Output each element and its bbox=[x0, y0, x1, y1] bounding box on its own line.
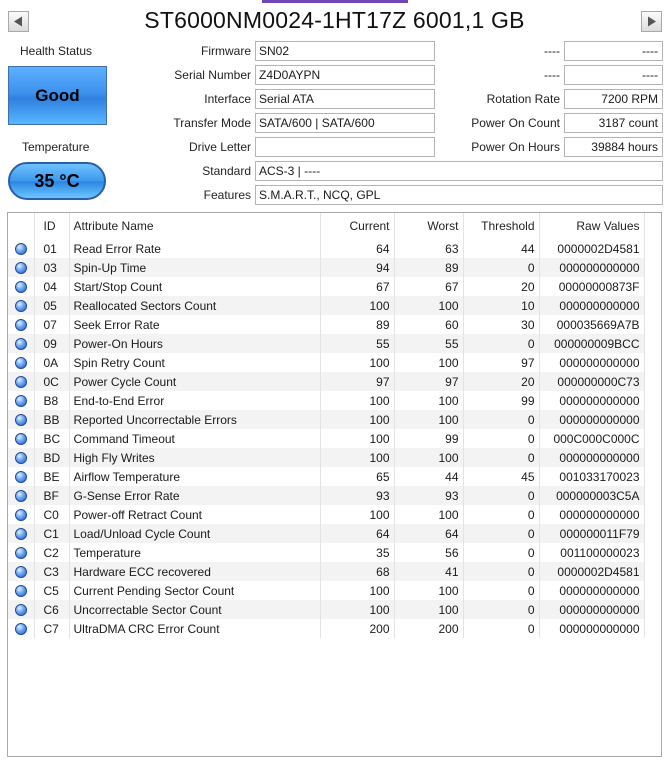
worst-value: 97 bbox=[394, 372, 463, 391]
worst-value: 100 bbox=[394, 600, 463, 619]
worst-value: 64 bbox=[394, 524, 463, 543]
current-value: 35 bbox=[320, 543, 394, 562]
threshold-value: 0 bbox=[463, 448, 539, 467]
status-dot-icon bbox=[15, 528, 27, 540]
current-value: 94 bbox=[320, 258, 394, 277]
threshold-value: 20 bbox=[463, 277, 539, 296]
temperature-label: Temperature bbox=[22, 140, 90, 154]
status-dot-icon bbox=[15, 357, 27, 369]
status-cell bbox=[8, 619, 34, 638]
id-column-header[interactable]: ID bbox=[34, 213, 69, 239]
threshold-value: 45 bbox=[463, 467, 539, 486]
attribute-id: BD bbox=[34, 448, 69, 467]
status-cell bbox=[8, 410, 34, 429]
worst-value: 60 bbox=[394, 315, 463, 334]
attribute-name: Load/Unload Cycle Count bbox=[69, 524, 320, 543]
attribute-name: Spin Retry Count bbox=[69, 353, 320, 372]
threshold-value: 0 bbox=[463, 600, 539, 619]
status-column-header[interactable] bbox=[8, 213, 34, 239]
worst-value: 41 bbox=[394, 562, 463, 581]
disk-title: ST6000NM0024-1HT17Z 6001,1 GB bbox=[144, 7, 525, 33]
status-cell bbox=[8, 239, 34, 258]
current-value: 100 bbox=[320, 410, 394, 429]
status-cell bbox=[8, 600, 34, 619]
current-value: 100 bbox=[320, 353, 394, 372]
status-cell bbox=[8, 334, 34, 353]
power-on-hours-label: Power On Hours bbox=[471, 140, 560, 154]
table-row[interactable] bbox=[8, 391, 644, 410]
attribute-name: Airflow Temperature bbox=[69, 467, 320, 486]
status-dot-icon bbox=[15, 452, 27, 464]
status-dot-icon bbox=[15, 471, 27, 483]
threshold-value: 0 bbox=[463, 410, 539, 429]
attribute-name: Start/Stop Count bbox=[69, 277, 320, 296]
status-dot-icon bbox=[15, 243, 27, 255]
current-column-header[interactable]: Current bbox=[320, 213, 394, 239]
current-value: 100 bbox=[320, 505, 394, 524]
worst-value: 100 bbox=[394, 410, 463, 429]
rotation-rate-label: Rotation Rate bbox=[486, 92, 560, 106]
transfer-mode-field: SATA/600 | SATA/600 bbox=[255, 113, 435, 133]
attribute-name: High Fly Writes bbox=[69, 448, 320, 467]
raw-value: 000000009BCC bbox=[539, 334, 644, 353]
current-value: 200 bbox=[320, 619, 394, 638]
status-cell bbox=[8, 296, 34, 315]
raw-value: 000000000000 bbox=[539, 258, 644, 277]
attribute-id: 04 bbox=[34, 277, 69, 296]
temperature-button[interactable]: 35 °C bbox=[8, 162, 106, 200]
attribute-name: UltraDMA CRC Error Count bbox=[69, 619, 320, 638]
raw-value: 000000000000 bbox=[539, 448, 644, 467]
table-row[interactable] bbox=[8, 562, 644, 581]
status-cell bbox=[8, 353, 34, 372]
table-row[interactable] bbox=[8, 239, 644, 258]
status-cell bbox=[8, 562, 34, 581]
current-value: 100 bbox=[320, 296, 394, 315]
current-value: 55 bbox=[320, 334, 394, 353]
attribute-id: 01 bbox=[34, 239, 69, 258]
threshold-value: 0 bbox=[463, 258, 539, 277]
table-row[interactable] bbox=[8, 486, 644, 505]
status-cell bbox=[8, 429, 34, 448]
attribute-name: Current Pending Sector Count bbox=[69, 581, 320, 600]
raw-value: 00000000873F bbox=[539, 277, 644, 296]
threshold-value: 0 bbox=[463, 619, 539, 638]
features-label: Features bbox=[203, 188, 251, 202]
worst-value: 56 bbox=[394, 543, 463, 562]
serial-number-label: Serial Number bbox=[174, 68, 251, 82]
status-cell bbox=[8, 448, 34, 467]
table-row[interactable] bbox=[8, 448, 644, 467]
unused-field-2: ---- bbox=[564, 65, 663, 85]
attribute-id: C0 bbox=[34, 505, 69, 524]
raw-value: 000000000000 bbox=[539, 353, 644, 372]
table-row[interactable] bbox=[8, 619, 644, 638]
status-cell bbox=[8, 486, 34, 505]
status-cell bbox=[8, 524, 34, 543]
unused-field-1: ---- bbox=[564, 41, 663, 61]
status-dot-icon bbox=[15, 509, 27, 521]
status-dot-icon bbox=[15, 300, 27, 312]
attribute-name: Power Cycle Count bbox=[69, 372, 320, 391]
power-on-hours-field: 39884 hours bbox=[564, 137, 663, 157]
status-cell bbox=[8, 581, 34, 600]
table-row[interactable] bbox=[8, 429, 644, 448]
attribute-id: C3 bbox=[34, 562, 69, 581]
current-value: 100 bbox=[320, 581, 394, 600]
features-field: S.M.A.R.T., NCQ, GPL bbox=[255, 185, 663, 205]
attribute-name: G-Sense Error Rate bbox=[69, 486, 320, 505]
raw-value: 0000002D4581 bbox=[539, 562, 644, 581]
status-cell bbox=[8, 277, 34, 296]
transfer-mode-label: Transfer Mode bbox=[173, 116, 251, 130]
worst-value: 63 bbox=[394, 239, 463, 258]
attribute-name: Power-off Retract Count bbox=[69, 505, 320, 524]
current-value: 64 bbox=[320, 239, 394, 258]
attribute-name: Uncorrectable Sector Count bbox=[69, 600, 320, 619]
current-value: 64 bbox=[320, 524, 394, 543]
attribute-id: C7 bbox=[34, 619, 69, 638]
power-on-count-label: Power On Count bbox=[471, 116, 560, 130]
threshold-value: 20 bbox=[463, 372, 539, 391]
interface-label: Interface bbox=[204, 92, 251, 106]
table-row[interactable] bbox=[8, 315, 644, 334]
current-value: 67 bbox=[320, 277, 394, 296]
status-cell bbox=[8, 543, 34, 562]
current-value: 89 bbox=[320, 315, 394, 334]
worst-value: 93 bbox=[394, 486, 463, 505]
attribute-id: C2 bbox=[34, 543, 69, 562]
attribute-id: 07 bbox=[34, 315, 69, 334]
worst-value: 67 bbox=[394, 277, 463, 296]
power-on-count-field: 3187 count bbox=[564, 113, 663, 133]
threshold-value: 97 bbox=[463, 353, 539, 372]
smart-attributes-table[interactable] bbox=[7, 212, 662, 757]
status-dot-icon bbox=[15, 319, 27, 331]
worst-value: 200 bbox=[394, 619, 463, 638]
table-row[interactable] bbox=[8, 467, 644, 486]
table-row[interactable] bbox=[8, 258, 644, 277]
status-dot-icon bbox=[15, 281, 27, 293]
raw-values-column-header[interactable]: Raw Values bbox=[539, 213, 644, 239]
table-row[interactable] bbox=[8, 524, 644, 543]
raw-value: 000000000000 bbox=[539, 619, 644, 638]
current-value: 97 bbox=[320, 372, 394, 391]
firmware-field: SN02 bbox=[255, 41, 435, 61]
attribute-id: C5 bbox=[34, 581, 69, 600]
current-value: 100 bbox=[320, 429, 394, 448]
raw-value: 000C000C000C bbox=[539, 429, 644, 448]
status-dot-icon bbox=[15, 395, 27, 407]
drive-letter-field bbox=[255, 137, 435, 157]
firmware-label: Firmware bbox=[201, 44, 251, 58]
attribute-name: Reallocated Sectors Count bbox=[69, 296, 320, 315]
raw-value: 000035669A7B bbox=[539, 315, 644, 334]
worst-value: 89 bbox=[394, 258, 463, 277]
status-cell bbox=[8, 505, 34, 524]
current-value: 68 bbox=[320, 562, 394, 581]
attribute-id: BE bbox=[34, 467, 69, 486]
status-dot-icon bbox=[15, 414, 27, 426]
attribute-name: Hardware ECC recovered bbox=[69, 562, 320, 581]
raw-value: 000000000000 bbox=[539, 505, 644, 524]
status-cell bbox=[8, 315, 34, 334]
current-value: 100 bbox=[320, 600, 394, 619]
table-row[interactable] bbox=[8, 505, 644, 524]
status-dot-icon bbox=[15, 376, 27, 388]
status-dot-icon bbox=[15, 490, 27, 502]
threshold-value: 0 bbox=[463, 524, 539, 543]
threshold-value: 0 bbox=[463, 334, 539, 353]
attribute-name: Seek Error Rate bbox=[69, 315, 320, 334]
worst-value: 100 bbox=[394, 296, 463, 315]
raw-value: 000000000000 bbox=[539, 391, 644, 410]
attribute-id: 09 bbox=[34, 334, 69, 353]
table-row[interactable] bbox=[8, 353, 644, 372]
threshold-value: 0 bbox=[463, 505, 539, 524]
threshold-value: 0 bbox=[463, 429, 539, 448]
interface-field: Serial ATA bbox=[255, 89, 435, 109]
status-cell bbox=[8, 258, 34, 277]
worst-column-header[interactable]: Worst bbox=[394, 213, 463, 239]
attribute-id: BB bbox=[34, 410, 69, 429]
attribute-id: B8 bbox=[34, 391, 69, 410]
threshold-value: 0 bbox=[463, 562, 539, 581]
status-cell bbox=[8, 372, 34, 391]
worst-value: 100 bbox=[394, 391, 463, 410]
health-status-button[interactable]: Good bbox=[8, 66, 107, 125]
status-dot-icon bbox=[15, 338, 27, 350]
attribute-id: C6 bbox=[34, 600, 69, 619]
accent-bar bbox=[262, 0, 408, 3]
table-row[interactable] bbox=[8, 543, 644, 562]
unused-label-2: ---- bbox=[544, 68, 560, 82]
worst-value: 100 bbox=[394, 581, 463, 600]
raw-value: 0000002D4581 bbox=[539, 239, 644, 258]
health-status-label: Health Status bbox=[20, 44, 93, 58]
status-cell bbox=[8, 467, 34, 486]
current-value: 93 bbox=[320, 486, 394, 505]
table-row[interactable] bbox=[8, 410, 644, 429]
rotation-rate-field: 7200 RPM bbox=[564, 89, 663, 109]
standard-field: ACS-3 | ---- bbox=[255, 161, 663, 181]
worst-value: 100 bbox=[394, 353, 463, 372]
threshold-value: 44 bbox=[463, 239, 539, 258]
status-dot-icon bbox=[15, 623, 27, 635]
table-row[interactable] bbox=[8, 600, 644, 619]
threshold-column-header[interactable]: Threshold bbox=[463, 213, 539, 239]
attribute-id: 0C bbox=[34, 372, 69, 391]
table-row[interactable] bbox=[8, 581, 644, 600]
worst-value: 99 bbox=[394, 429, 463, 448]
table-row[interactable] bbox=[8, 334, 644, 353]
status-dot-icon bbox=[15, 604, 27, 616]
attribute-id: 03 bbox=[34, 258, 69, 277]
attribute-name: Reported Uncorrectable Errors bbox=[69, 410, 320, 429]
raw-value: 000000000000 bbox=[539, 296, 644, 315]
table-row[interactable] bbox=[8, 296, 644, 315]
next-disk-button[interactable] bbox=[641, 11, 662, 32]
raw-value: 001100000023 bbox=[539, 543, 644, 562]
threshold-value: 0 bbox=[463, 486, 539, 505]
raw-value: 000000000000 bbox=[539, 410, 644, 429]
threshold-value: 30 bbox=[463, 315, 539, 334]
attribute-name-column-header[interactable]: Attribute Name bbox=[69, 213, 320, 239]
raw-value: 000000003C5A bbox=[539, 486, 644, 505]
attribute-name: Read Error Rate bbox=[69, 239, 320, 258]
raw-value: 000000011F79 bbox=[539, 524, 644, 543]
attribute-id: C1 bbox=[34, 524, 69, 543]
status-dot-icon bbox=[15, 566, 27, 578]
status-dot-icon bbox=[15, 585, 27, 597]
table-header-row bbox=[8, 213, 644, 239]
attribute-name: Spin-Up Time bbox=[69, 258, 320, 277]
drive-letter-label: Drive Letter bbox=[188, 140, 251, 154]
threshold-value: 0 bbox=[463, 581, 539, 600]
attribute-id: 0A bbox=[34, 353, 69, 372]
worst-value: 44 bbox=[394, 467, 463, 486]
serial-number-field: Z4D0AYPN bbox=[255, 65, 435, 85]
threshold-value: 0 bbox=[463, 543, 539, 562]
current-value: 100 bbox=[320, 391, 394, 410]
attribute-name: Temperature bbox=[69, 543, 320, 562]
status-dot-icon bbox=[15, 547, 27, 559]
worst-value: 100 bbox=[394, 448, 463, 467]
worst-value: 100 bbox=[394, 505, 463, 524]
worst-value: 55 bbox=[394, 334, 463, 353]
attribute-id: BC bbox=[34, 429, 69, 448]
attribute-id: BF bbox=[34, 486, 69, 505]
attribute-name: Power-On Hours bbox=[69, 334, 320, 353]
attribute-id: 05 bbox=[34, 296, 69, 315]
raw-value: 001033170023 bbox=[539, 467, 644, 486]
current-value: 65 bbox=[320, 467, 394, 486]
attribute-name: End-to-End Error bbox=[69, 391, 320, 410]
status-cell bbox=[8, 391, 34, 410]
raw-value: 000000000000 bbox=[539, 581, 644, 600]
current-value: 100 bbox=[320, 448, 394, 467]
raw-value: 000000000000 bbox=[539, 600, 644, 619]
unused-label-1: ---- bbox=[544, 44, 560, 58]
standard-label: Standard bbox=[202, 164, 251, 178]
threshold-value: 10 bbox=[463, 296, 539, 315]
table-row[interactable] bbox=[8, 372, 644, 391]
table-row[interactable] bbox=[8, 277, 644, 296]
status-dot-icon bbox=[15, 433, 27, 445]
threshold-value: 99 bbox=[463, 391, 539, 410]
status-dot-icon bbox=[15, 262, 27, 274]
triangle-right-icon bbox=[646, 16, 657, 27]
attribute-name: Command Timeout bbox=[69, 429, 320, 448]
raw-value: 000000000C73 bbox=[539, 372, 644, 391]
